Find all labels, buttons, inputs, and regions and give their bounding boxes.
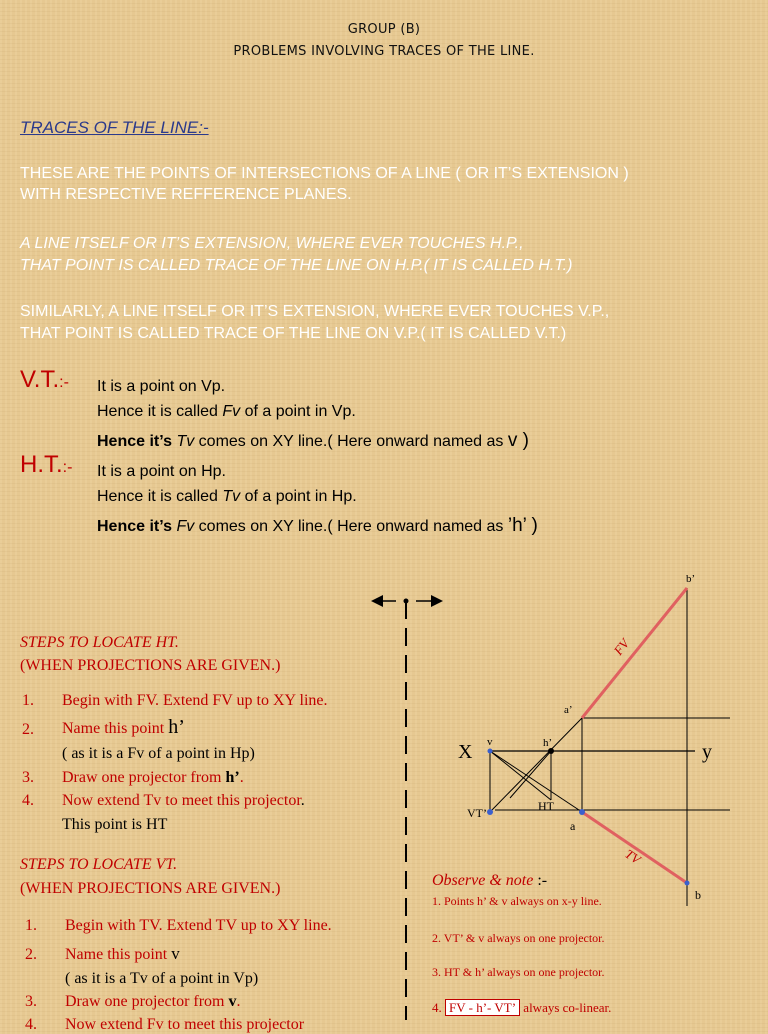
fv-line (582, 588, 687, 718)
steps-ht-step2b: ( as it is a Fv of a point in Hp) (62, 745, 255, 762)
steps-vt-heading1: STEPS TO LOCATE VT. (20, 856, 178, 873)
observe-title-suffix: :- (533, 872, 548, 889)
fv-label: FV (610, 636, 633, 658)
steps-ht-step4-end: . (300, 792, 305, 809)
vt-line3-close: ) (517, 430, 529, 451)
intro-para3-line2: THAT POINT IS CALLED TRACE OF THE LINE ON V.P.( IT IS CALLED V.T.) (20, 325, 567, 342)
steps-ht-step2 (62, 716, 185, 739)
observe-note4-num: 4. (432, 1000, 445, 1015)
vt-line3-name: v (507, 430, 518, 451)
cutting-plane-divider (360, 585, 460, 1024)
steps-vt-num2: 2. (25, 946, 37, 963)
vt-line3-pre: Hence it’s (97, 433, 177, 450)
ht-line2-pre: Hence it is called (97, 488, 223, 505)
ht-line3-post: comes on XY line.( Here onward named as (194, 518, 508, 535)
steps-vt-step2-name: v (171, 944, 180, 963)
ht-line3-pre: Hence it’s (97, 518, 177, 535)
traces-heading: TRACES OF THE LINE:- (20, 118, 209, 137)
observe-title (432, 872, 547, 890)
projection-diagram (450, 568, 760, 910)
y-label: y (702, 741, 712, 763)
ht-line3-close: ) (526, 515, 538, 536)
ht-line1: It is a point on Hp. (97, 463, 226, 480)
ht-label-suffix: :- (62, 459, 73, 476)
steps-vt-step3-end: . (236, 993, 241, 1010)
observe-note1: 1. Points h’ & v always on x-y line. (432, 894, 602, 908)
vt-line2 (97, 403, 356, 421)
steps-vt-step2-text: Name this point (65, 946, 172, 963)
ht-label-diagram: HT (538, 799, 554, 813)
page-title: PROBLEMS INVOLVING TRACES OF THE LINE. (233, 44, 535, 59)
vt-label (20, 366, 69, 394)
steps-vt-step3-text: Draw one projector from (65, 993, 229, 1010)
vt-line3-post: comes on XY line.( Here onward named as (194, 433, 508, 450)
observe-note3: 3. HT & h’ always on one projector. (432, 965, 605, 979)
steps-ht-num1: 1. (22, 692, 34, 709)
steps-ht-step3-text: Draw one projector from (62, 769, 226, 786)
tv-label: TV (622, 846, 644, 867)
observe-note4-box: FV - h’- VT’ (445, 999, 520, 1016)
steps-vt-step1: Begin with TV. Extend TV up to XY line. (65, 917, 332, 934)
steps-ht-step3-name: h’ (225, 769, 240, 786)
steps-ht-num4: 4. (22, 792, 34, 809)
ht-label (20, 451, 72, 479)
steps-vt-step2b: ( as it is a Tv of a point in Vp) (65, 970, 259, 987)
fv-extension-line (490, 718, 582, 812)
steps-vt-num4: 4. (25, 1016, 37, 1033)
vt-line1: It is a point on Vp. (97, 378, 226, 395)
vt-label-diagram: VT’ (467, 806, 487, 820)
ht-line2 (97, 488, 357, 506)
steps-ht-step2-name: h’ (168, 716, 185, 738)
vt-line2-post: of a point in Vp. (240, 403, 356, 420)
vt-line3-em: Tv (176, 433, 195, 450)
intro-para2-line1: A LINE ITSELF OR IT’S EXTENSION, WHERE EVER TOUCHES H.P., (20, 235, 524, 252)
v-point (488, 749, 493, 754)
b-label: b (695, 888, 701, 902)
x-label: X (458, 741, 473, 763)
ht-line2-em: Tv (222, 488, 241, 505)
ht-label-text: H.T. (20, 451, 63, 478)
intro-para3-line1: SIMILARLY, A LINE ITSELF OR IT’S EXTENSION, WHERE EVER TOUCHES V.P., (20, 303, 610, 320)
vt-line2-pre: Hence it is called (97, 403, 223, 420)
ht-line3-em: Fv (176, 518, 195, 535)
steps-ht-heading2: (WHEN PROJECTIONS ARE GIVEN.) (20, 657, 281, 674)
steps-vt-num3: 3. (25, 993, 37, 1010)
ht-line3 (97, 515, 538, 537)
vt-label-text: V.T. (20, 366, 60, 393)
steps-ht-step1: Begin with FV. Extend FV up to XY line. (62, 692, 328, 709)
intro-para2-line2: THAT POINT IS CALLED TRACE OF THE LINE ON H.P.( IT IS CALLED H.T.) (20, 257, 573, 274)
steps-vt-num1: 1. (25, 917, 37, 934)
steps-ht-step4-text: Now extend Tv to meet this projector (62, 792, 301, 809)
vt-line3 (97, 430, 529, 452)
b-prime-label: b’ (686, 573, 696, 585)
steps-ht-num2: 2. (22, 721, 34, 738)
steps-ht-num3: 3. (22, 769, 34, 786)
steps-vt-step2 (65, 944, 180, 964)
a-prime-label: a’ (564, 704, 573, 716)
steps-vt-step3-name: v (228, 993, 237, 1010)
a-point (579, 809, 585, 815)
b-point (685, 881, 690, 886)
v-label: v (487, 736, 493, 748)
steps-vt-step3 (65, 993, 241, 1011)
ht-line2-post: of a point in Hp. (240, 488, 357, 505)
vt-point (487, 809, 493, 815)
vt-label-suffix: :- (59, 374, 69, 391)
steps-ht-step3-end: . (239, 769, 244, 786)
a-label: a (570, 819, 576, 833)
intro-para1-line1: THESE ARE THE POINTS OF INTERSECTIONS OF A LINE ( OR IT’S EXTENSION ) (20, 165, 629, 182)
steps-ht-step2-text: Name this point (62, 720, 169, 737)
steps-ht-step4b: This point is HT (62, 816, 168, 833)
observe-title-text: Observe & note (432, 872, 534, 889)
ht-line3-name: ’h’ (507, 515, 527, 536)
h-prime-label: h’ (543, 737, 553, 749)
group-label: GROUP (B) (347, 22, 421, 37)
observe-note4-end: always co-linear. (520, 1000, 612, 1015)
tv-extension-line (490, 751, 582, 812)
observe-note4 (432, 1000, 611, 1016)
steps-vt-step4: Now extend Fv to meet this projector (65, 1016, 305, 1033)
steps-vt-heading2: (WHEN PROJECTIONS ARE GIVEN.) (20, 880, 281, 897)
observe-note2: 2. VT’ & v always on one projector. (432, 931, 605, 945)
intro-para1-line2: WITH RESPECTIVE REFFERENCE PLANES. (20, 186, 352, 203)
vt-line2-em: Fv (222, 403, 241, 420)
steps-ht-step4 (62, 792, 305, 810)
steps-ht-step3 (62, 769, 244, 787)
steps-ht-heading1: STEPS TO LOCATE HT. (20, 634, 179, 651)
